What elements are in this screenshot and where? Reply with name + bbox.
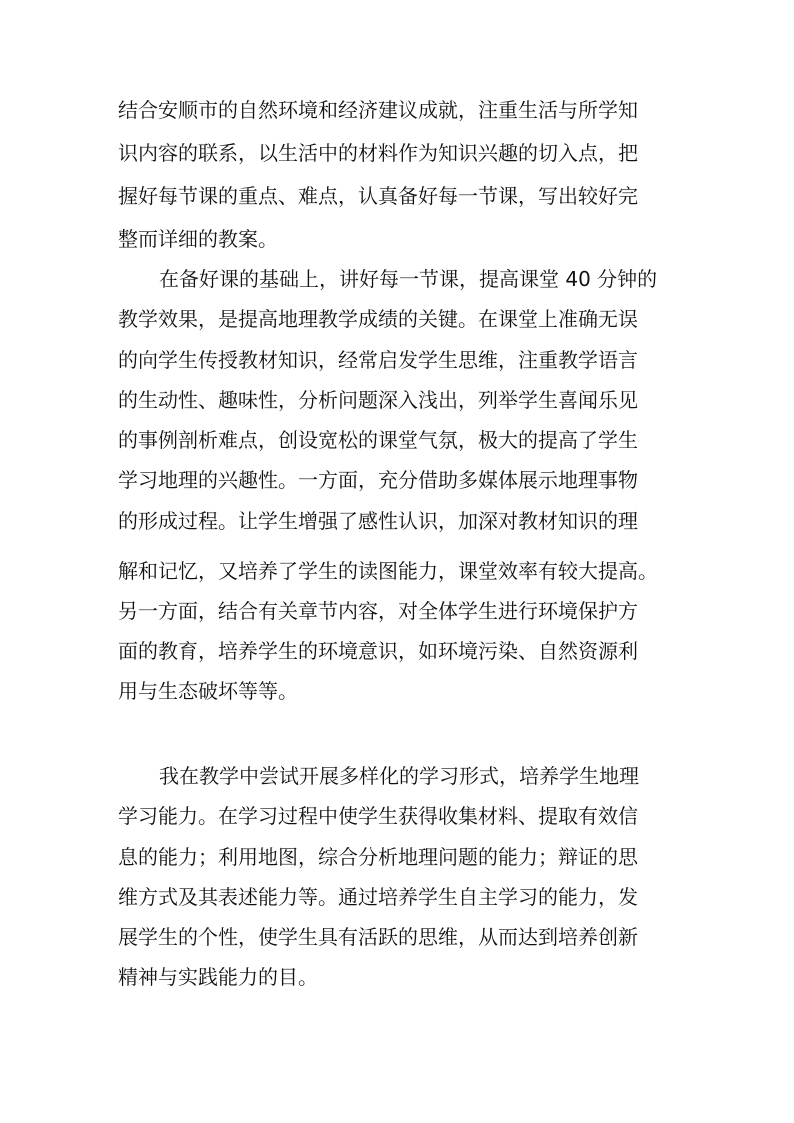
text-line: 学习地理的兴趣性。一方面，充分借助多媒体展示地理事物 — [118, 468, 638, 492]
text-line: 精神与实践能力的目。 — [118, 965, 318, 989]
text-line: 教学效果，是提高地理教学成绩的关键。在课堂上准确无误 — [118, 307, 638, 331]
text-line: 解和记忆，又培养了学生的读图能力，课堂效率有较大提高。 — [118, 559, 658, 583]
text-line: 学习能力。在学习过程中使学生获得收集材料、提取有效信 — [118, 804, 638, 828]
text-line: 的向学生传授教材知识，经常启发学生思维，注重教学语言 — [118, 348, 638, 372]
text-line: 整而详细的教案。 — [118, 227, 278, 251]
text-line: 面的教育，培养学生的环境意识，如环境污染、自然资源利 — [118, 639, 638, 663]
text-line: 另一方面，结合有关章节内容，对全体学生进行环境保护方 — [118, 599, 638, 623]
text-line: 维方式及其表述能力等。通过培养学生自主学习的能力，发 — [118, 885, 638, 909]
text-line: 的生动性、趣味性，分析问题深入浅出，列举学生喜闻乐见 — [118, 388, 638, 412]
text-line: 结合安顺市的自然环境和经济建议成就，注重生活与所学知 — [118, 98, 638, 122]
text-line: 的形成过程。让学生增强了感性认识，加深对教材知识的理 — [118, 509, 638, 533]
text-line: 我在教学中尝试开展多样化的学习形式，培养学生地理 — [159, 764, 639, 788]
text-line: 在备好课的基础上，讲好每一节课，提高课堂 40 分钟的 — [159, 267, 658, 291]
text-line: 息的能力；利用地图，综合分析地理问题的能力；辩证的思 — [118, 845, 638, 869]
text-line: 握好每节课的重点、难点，认真备好每一节课，写出较好完 — [118, 184, 638, 208]
text-line: 识内容的联系，以生活中的材料作为知识兴趣的切入点，把 — [118, 141, 638, 165]
text-line: 的事例剖析难点，创设宽松的课堂气氛，极大的提高了学生 — [118, 428, 638, 452]
text-line: 展学生的个性，使学生具有活跃的思维，从而达到培养创新 — [118, 925, 638, 949]
text-line: 用与生态破坏等等。 — [118, 679, 298, 703]
